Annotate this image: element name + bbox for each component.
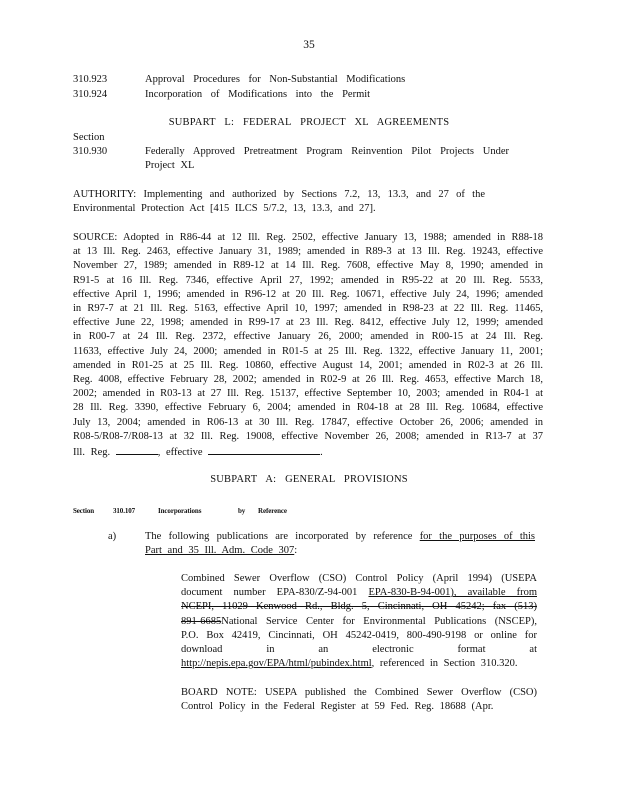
inserted-text: for the purposes of this Part and 35 Ill. Adm. Code 307 — [145, 531, 536, 557]
cso-text: , referenced in Section 310.320. — [371, 658, 518, 670]
cso-text: Combined Sewer Overflow (CSO) Control Policy (April 1994) (USEPA document number EPA-830/Z-94-001 — [181, 573, 537, 599]
cso-reference — [181, 572, 537, 671]
toc-row — [73, 88, 533, 102]
paragraph-a-text: The following publications are incorporated by reference — [145, 531, 413, 542]
subpart-a-heading: SUBPART A: GENERAL PROVISIONS — [210, 474, 408, 485]
cso-text: National Service Center for Environmental Publications (NSCEP), P.O. Box 42419, Cincinnati, OH 45242-0419, 800-490-9198 or online for download in an electronic format at — [181, 615, 537, 656]
cso-text: ), available from — [450, 587, 537, 599]
section-title-part: Reference — [258, 507, 287, 515]
section-title-part: Incorporations — [158, 507, 202, 515]
toc-section-title: Approval Procedures for Non-Substantial Modifications — [145, 74, 406, 85]
epa-url[interactable]: http://nepis.epa.gov/EPA/html/pubindex.html — [181, 658, 372, 670]
paragraph-a-colon: : — [294, 545, 298, 557]
source-note — [73, 231, 543, 460]
source-effective-word: , effective — [157, 447, 203, 459]
section-word: Section — [73, 507, 95, 515]
deleted-text: NCEPI, 11029 Kenwood Rd., Bldg. 5, Cincinnati, OH 45242; fax (513) 891-6685 — [181, 601, 537, 627]
inserted-text: EPA-830-B-94-001 — [368, 587, 451, 599]
toc-section-number: 310.923 — [73, 74, 108, 85]
toc-section-title: Incorporation of Modifications into the Permit — [145, 89, 371, 100]
toc-section-title: Federally Approved Pretreatment Program Reinvention Pilot Projects Under Project XL — [145, 146, 509, 172]
page-number: 35 — [303, 39, 315, 51]
source-end-period: . — [320, 447, 323, 459]
section-title-part: by — [238, 507, 246, 515]
authority-note: AUTHORITY: Implementing and authorized by Sections 7.2, 13, 13.3, and 27 of the Environmental Protection Act [415 ILCS 5/7.2, 13, 13.3, and 27]. — [73, 189, 485, 215]
toc-row — [73, 73, 533, 87]
blank-line — [116, 444, 158, 455]
paragraph-a — [145, 530, 535, 558]
paragraph-label: a) — [108, 531, 117, 542]
blank-line — [208, 444, 320, 455]
toc-section-number: 310.930 — [73, 146, 108, 157]
toc-section-number: 310.924 — [73, 89, 108, 100]
subpart-l-heading: SUBPART L: FEDERAL PROJECT XL AGREEMENTS — [168, 117, 450, 128]
board-note: BOARD NOTE: USEPA published the Combined Sewer Overflow (CSO) Control Policy in the Federal Register at 59 Fed. Reg. 18688 (Apr. — [181, 687, 537, 713]
section-number: 310.107 — [113, 507, 136, 515]
section-label: Section — [73, 132, 105, 143]
source-text: SOURCE: Adopted in R86-44 at 12 Ill. Reg. 2502, effective January 13, 1988; amended in R88-18 at 13 Ill. Reg. 2463, effective January 31, 1989; amended in R89-3 at 13 Ill. Reg. 19243, effective November 27, 1989; amended in R89-12 at 14 Ill. Reg. 7608, effective May 8, 1990; amended in R91-5 at 16 Ill. Reg. 7346, effective April 27, 1992; amended in R95-22 at 20 Ill. Reg. 5533, effective April 1, 1996; amended in R96-12 at 20 Ill. Reg. 10671, effective July 24, 1996; amended in R97-7 at 21 Ill. Reg. 5163, effective April 10, 1997; amended in R98-23 at 22 Ill. Reg. 11465, effective June 22, 1998; amended in R99-17 at 23 Ill. Reg. 8412, effective July 12, 1999; amended in R00-7 at 24 Ill. Reg. 2372, effective January 26, 2000; amended in R00-15 at 24 Ill. Reg. 11633, effective July 24, 2000; amended in R01-5 at 25 Ill. Reg. 1322, effective January 11, 2001; amended in R01-25 at 25 Ill. Reg. 10860, effective August 14, 2001; amended in R02-3 at 26 Ill. Reg. 4008, effective February 28, 2002; amended in R02-9 at 26 Ill. Reg. 4653, effective March 18, 2002; amended in R03-13 at 27 Ill. Reg. 15137, effective September 10, 2003; amended in R04-1 at 28 Ill. Reg. 3390, effective February 6, 2004; amended in R04-18 at 28 Ill. Reg. 10684, effective July 13, 2004; amended in R06-13 at 30 Ill. Reg. 17847, effective October 26, 2006; amended in R08-5/R08-7/R08-13 at 32 Ill. Reg. 19008, effective November 26, 2008; amended in R13-7 at 37 Ill. Reg. — [73, 232, 543, 459]
